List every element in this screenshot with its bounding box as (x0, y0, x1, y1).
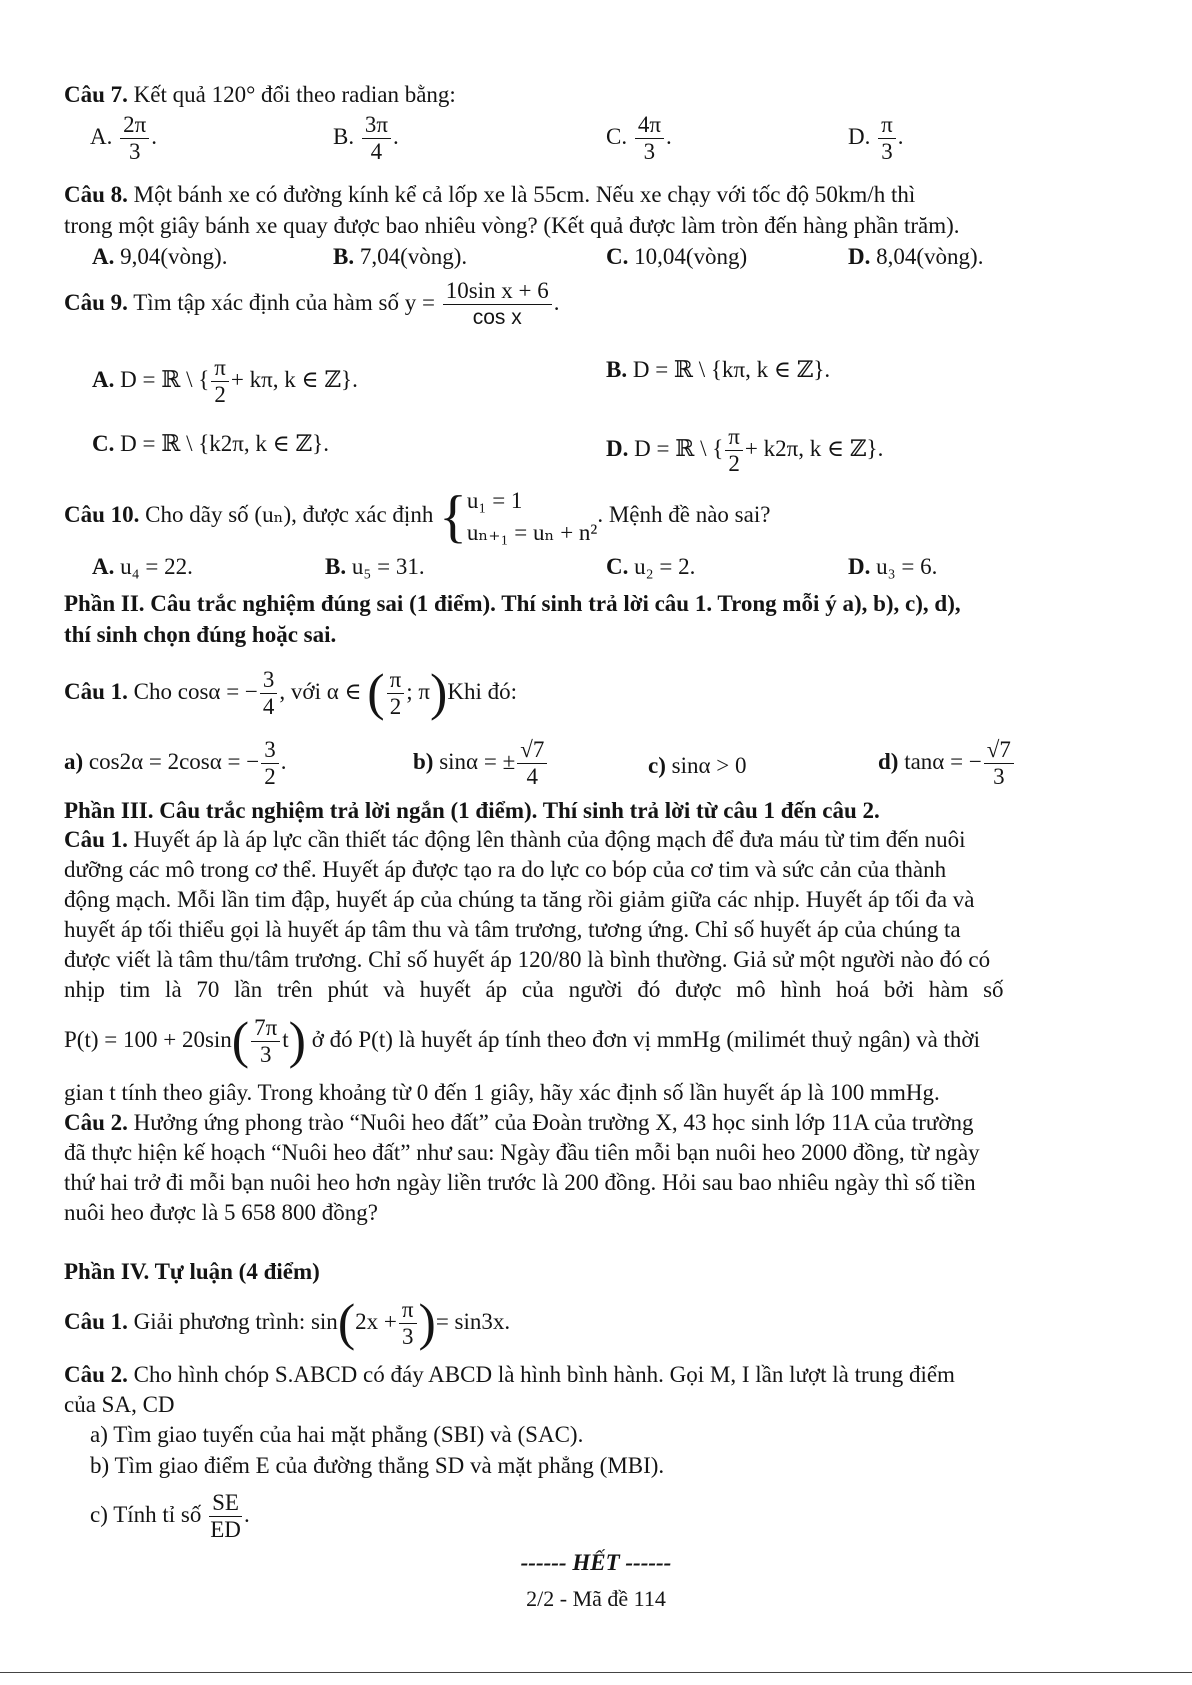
option-letter: C. (606, 554, 629, 579)
denominator: 3 (401, 1324, 414, 1350)
question-7 (64, 80, 456, 110)
denominator: ED (210, 1517, 241, 1543)
question-tail: Khi đó: (447, 679, 517, 704)
option-letter: C. (92, 431, 115, 456)
option-letter: A. (92, 244, 115, 269)
part-3-q1-line-1 (64, 825, 966, 855)
fraction (120, 112, 149, 165)
option-letter: D. (848, 554, 871, 579)
option-text: u₂ = 2. (634, 554, 696, 579)
fraction (878, 112, 896, 165)
numerator: SE (209, 1490, 242, 1517)
denominator: 4 (526, 764, 539, 789)
fraction (251, 1015, 280, 1068)
formula-description: ở đó P(t) là huyết áp tính theo đơn vị mmHg (milimét thuỷ ngân) và thời (311, 1027, 980, 1052)
fraction (725, 424, 743, 477)
part-3-q2-line-1 (64, 1108, 974, 1138)
numerator: √7 (517, 737, 547, 764)
denominator: 4 (370, 139, 383, 164)
argument-text: 2x + (355, 1309, 397, 1334)
question-label: Câu 1. (64, 679, 128, 704)
option-letter: B. (325, 554, 347, 579)
option-text: 10,04(vòng) (634, 244, 748, 269)
left-paren: ( (367, 664, 385, 722)
question-text: , với α ∈ (279, 679, 362, 704)
set-prefix: D = ℝ \ { (120, 366, 210, 392)
q10-option-d (848, 552, 937, 582)
fraction (635, 112, 664, 165)
part-2-heading: Phần II. Câu trắc nghiệm đúng sai (1 điểm). Thí sinh trả lời câu 1. Trong mỗi ý a), b), c), d), (64, 591, 961, 616)
fraction (517, 737, 547, 790)
system-line-1: u₁ = 1 (466, 487, 523, 513)
question-text: Cho dãy số (uₙ), được xác định (145, 502, 434, 527)
question-tail: . Mệnh đề nào sai? (597, 502, 771, 527)
formula-text: P(t) = 100 + 20sin (64, 1027, 232, 1052)
part-4-q2-b: b) Tìm giao điểm E của đường thẳng SD và mặt phẳng (MBI). (90, 1453, 665, 1478)
question-text: c) Tính tỉ số (90, 1502, 202, 1527)
numerator: √7 (984, 737, 1014, 764)
q7-option-b: B. $\frac{3\pi}{4}$ . (333, 112, 399, 164)
numerator: 10sin x + 6 (443, 278, 552, 305)
q7-option-a: A. $\frac{2\pi}{3}$ . (90, 112, 157, 164)
question-text: Giải phương trình: sin (133, 1309, 338, 1334)
numerator: 3π (362, 112, 391, 139)
question-label: Câu 10. (64, 502, 140, 527)
question-text: Một bánh xe có đường kính kể cả lốp xe là 55cm. Nếu xe chạy với tốc độ 50km/h thì (133, 182, 916, 207)
item-letter: d) (878, 748, 899, 774)
interval-end: ; π (406, 679, 431, 704)
part-4-q2-line-2: của SA, CD (64, 1392, 175, 1417)
option-letter: C. (606, 123, 628, 149)
question-label: Câu 2. (64, 1362, 128, 1387)
fraction (260, 667, 278, 720)
left-paren: ( (231, 1012, 250, 1070)
question-8 (64, 180, 915, 210)
fraction (399, 1297, 417, 1350)
bottom-divider (0, 1672, 1192, 1673)
question-10 (64, 479, 770, 551)
q7-option-c: C. $\frac{4\pi}{3}$ . (606, 112, 672, 164)
part-2-item-c (648, 751, 747, 781)
question-label: Câu 7. (64, 82, 128, 107)
right-paren: ) (430, 664, 448, 722)
part-4-q2-c (90, 1485, 250, 1545)
denominator: 3 (993, 764, 1005, 789)
part-2-heading-line-2: thí sinh chọn đúng hoặc sai. (64, 622, 337, 647)
fraction (387, 667, 405, 720)
fraction (211, 355, 229, 408)
denominator: 2 (728, 451, 740, 476)
part-4-q2-line-1 (64, 1360, 955, 1390)
q8-option-d (848, 242, 983, 272)
numerator: π (211, 355, 229, 382)
part-3-q1-line-2: dưỡng các mô trong cơ thể. Huyết áp được tạo ra do lực co bóp của cơ tim và sức cản của thành (64, 857, 947, 882)
denominator: 3 (881, 139, 893, 164)
denominator: 2 (214, 382, 226, 407)
question-9: Câu 9. Tìm tập xác định của hàm số y = $\frac{\text{10sin x + 6}}{\text{cos x}}$ . (64, 278, 560, 329)
q9-option-a (92, 355, 358, 408)
numerator: π (387, 667, 405, 694)
q8-option-c (606, 242, 747, 272)
question-text: Hưởng ứng phong trào “Nuôi heo đất” của Đoàn trường X, 43 học sinh lớp 11A của trường (133, 1110, 974, 1135)
part-2-question-1 (64, 660, 517, 724)
option-letter: B. (333, 123, 355, 149)
fraction (362, 112, 391, 165)
numerator: 3 (260, 667, 278, 694)
denominator: 2 (389, 694, 402, 720)
option-letter: B. (606, 357, 628, 382)
part-2-item-a (64, 737, 287, 790)
denominator: 3 (128, 139, 141, 164)
question-text: Cho hình chóp S.ABCD có đáy ABCD là hình bình hành. Gọi M, I lần lượt là trung điểm (133, 1362, 955, 1387)
option-letter: A. (90, 123, 113, 149)
part-3-q1-line-6: nhịp tim là 70 lần trên phút và huyết áp của người đó được mô hình hoá bởi hàm số (64, 977, 1004, 1002)
option-text: 8,04(vòng). (876, 244, 984, 269)
item-text: sinα = ± (439, 748, 516, 774)
item-letter: b) (413, 748, 434, 774)
formula-variable: t (282, 1027, 289, 1052)
option-text: 9,04(vòng). (120, 244, 228, 269)
option-text: u₅ = 31. (351, 554, 425, 579)
question-label: Câu 2. (64, 1110, 128, 1135)
option-text: u₃ = 6. (876, 554, 938, 579)
q8-option-a (92, 242, 227, 272)
part-3-q1-last-line: gian t tính theo giây. Trong khoảng từ 0 đến 1 giây, hãy xác định số lần huyết áp là 100 mmHg. (64, 1080, 940, 1105)
option-letter: D. (848, 123, 871, 149)
fraction (984, 737, 1014, 790)
equation-rhs: = sin3x. (435, 1309, 511, 1334)
part-2-item-d (878, 737, 1016, 790)
question-label: Câu 1. (64, 1309, 128, 1334)
option-letter: D. (606, 435, 629, 461)
item-letter: c) (648, 753, 666, 778)
denominator: 3 (259, 1042, 272, 1068)
option-letter: A. (92, 554, 115, 579)
part-3-q1-line-3: động mạch. Mỗi lần tim đập, huyết áp của chúng ta tăng rồi giảm giữa các nhịp. Huyết áp tối đa và (64, 887, 975, 912)
q9-option-b (606, 355, 830, 385)
option-letter: A. (92, 366, 115, 392)
question-text: Kết quả 120° đổi theo radian bằng: (133, 82, 456, 107)
q7-option-d: D. $\frac{\pi}{3}$ . (848, 112, 904, 164)
q9-option-c (92, 429, 329, 459)
fraction (261, 737, 279, 790)
option-text: u₄ = 22. (120, 554, 193, 579)
q9-option-d (606, 424, 883, 477)
option-text: D = ℝ \ {k2π, k ∈ ℤ}. (120, 431, 329, 456)
question-suffix: . (243, 1502, 250, 1527)
option-text: 7,04(vòng). (359, 244, 468, 269)
end-mark: ------ HẾT ------ (520, 1550, 672, 1575)
item-text: sinα > 0 (671, 753, 747, 778)
item-suffix: . (280, 748, 287, 774)
question-label: Câu 1. (64, 827, 128, 852)
part-2-item-b (413, 737, 549, 790)
question-8-line-2: trong một giây bánh xe quay được bao nhiêu vòng? (Kết quả được làm tròn đến hàng phần trăm). (64, 213, 960, 238)
set-suffix: + kπ, k ∈ ℤ}. (230, 366, 358, 392)
q10-option-b (325, 552, 425, 582)
item-text: cos2α = 2cosα = − (88, 748, 260, 774)
question-text: Cho cosα = − (133, 679, 258, 704)
system-brace: { (439, 483, 467, 549)
item-text: tanα = − (904, 748, 982, 774)
part-4-q2-a: a) Tìm giao tuyến của hai mặt phẳng (SBI) và (SAC). (90, 1422, 584, 1447)
set-suffix: + k2π, k ∈ ℤ}. (744, 435, 884, 461)
fraction (209, 1490, 242, 1543)
numerator: 3 (261, 737, 279, 764)
blood-pressure-formula (64, 1008, 980, 1072)
denominator: 2 (264, 764, 276, 789)
option-letter: C. (606, 244, 629, 269)
numerator: π (878, 112, 896, 139)
option-letter: D. (848, 244, 871, 269)
right-paren: ) (288, 1012, 306, 1070)
part-3-heading: Phần III. Câu trắc nghiệm trả lời ngắn (1 điểm). Thí sinh trả lời từ câu 1 đến câu 2. (64, 798, 880, 823)
system-line-2: uₙ₊₁ = uₙ + n² (466, 519, 598, 545)
question-label: Câu 9. (64, 289, 128, 315)
set-prefix: D = ℝ \ { (634, 435, 724, 461)
part-4-question-1 (64, 1290, 510, 1354)
option-text: D = ℝ \ {kπ, k ∈ ℤ}. (632, 357, 831, 382)
denominator: cos x (472, 306, 522, 329)
q10-option-c (606, 552, 695, 582)
numerator: π (725, 424, 743, 451)
numerator: π (399, 1297, 417, 1324)
page-footer: 2/2 - Mã đề 114 (526, 1586, 666, 1611)
item-letter: a) (64, 748, 84, 774)
right-paren: ) (418, 1294, 436, 1352)
part-3-q1-line-5: được viết là tâm thu/tâm trương. Chỉ số huyết áp 120/80 là bình thường. Giả sử một người nào đó có (64, 947, 991, 972)
part-3-q1-line-4: huyết áp tối thiểu gọi là huyết áp tâm thu và tâm trương, tương ứng. Chỉ số huyết áp của chúng ta (64, 917, 961, 942)
part-3-q2-line-2: đã thực hiện kế hoạch “Nuôi heo đất” như sau: Ngày đầu tiên mỗi bạn nuôi heo 2000 đồng, từ ngày (64, 1140, 980, 1165)
function-fraction (443, 278, 552, 331)
left-paren: ( (337, 1294, 356, 1352)
numerator: 2π (120, 112, 149, 139)
question-text: Huyết áp là áp lực cần thiết tác động lên thành của động mạch để đưa máu từ tim đến nuôi (133, 827, 966, 852)
denominator: 3 (643, 139, 656, 164)
option-letter: B. (333, 244, 355, 269)
numerator: 7π (251, 1015, 280, 1042)
part-3-q2-line-3: thứ hai trở đi mỗi bạn nuôi heo hơn ngày liền trước là 200 đồng. Hỏi sau bao nhiêu ngày thì số tiền (64, 1170, 976, 1195)
part-3-q2-line-4: nuôi heo được là 5 658 800 đồng? (64, 1200, 378, 1225)
part-4-heading: Phần IV. Tự luận (4 điểm) (64, 1259, 320, 1284)
q10-option-a (92, 552, 193, 582)
question-label: Câu 8. (64, 182, 128, 207)
numerator: 4π (635, 112, 664, 139)
q8-option-b (333, 242, 467, 272)
recurrence-system (467, 485, 597, 549)
question-text: Tìm tập xác định của hàm số y = (133, 289, 435, 315)
denominator: 4 (262, 694, 275, 720)
